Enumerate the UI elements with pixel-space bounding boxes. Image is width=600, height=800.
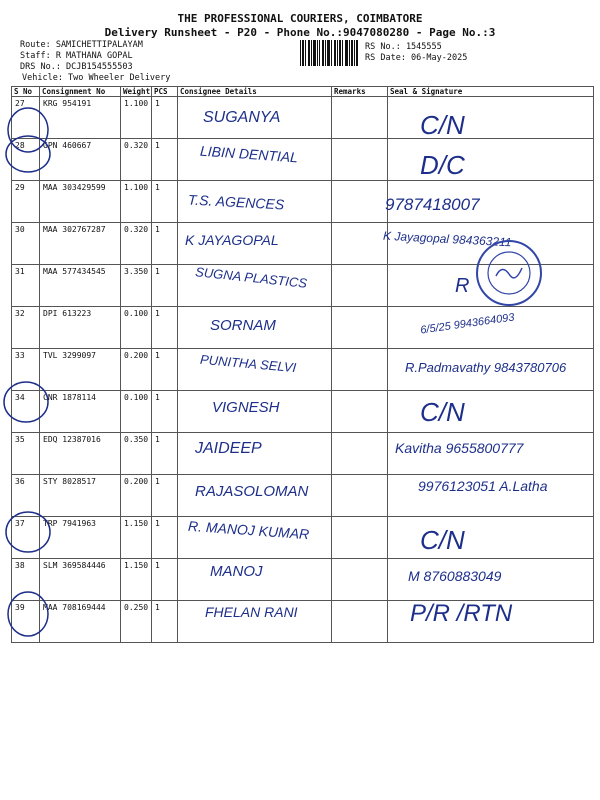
consignee-cell xyxy=(178,559,332,601)
signature-cell xyxy=(388,559,594,601)
runsheet-table xyxy=(11,86,594,643)
consignee-cell xyxy=(178,349,332,391)
runsheet-title: THE PROFESSIONAL COURIERS, COIMBATORE xyxy=(177,12,423,25)
handwritten-consignee: SUGANYA xyxy=(203,109,281,126)
signature-cell xyxy=(388,223,594,265)
pcs-cell: 1 xyxy=(152,475,178,517)
remarks-cell xyxy=(332,349,388,391)
consignment-cell: MAA 708169444 xyxy=(40,601,121,643)
signature-cell xyxy=(388,97,594,139)
remarks-cell xyxy=(332,265,388,307)
weight-cell: 0.250 xyxy=(121,601,152,643)
weight-cell: 1.100 xyxy=(121,97,152,139)
sno-cell: 30 xyxy=(12,223,40,265)
consignee-cell xyxy=(178,139,332,181)
remarks-cell xyxy=(332,391,388,433)
remarks-cell xyxy=(332,517,388,559)
consignment-cell: MAA 577434545 xyxy=(40,265,121,307)
handwritten-consignee: PUNITHA SELVI xyxy=(199,351,297,376)
remarks-cell xyxy=(332,307,388,349)
sno-cell: 32 xyxy=(12,307,40,349)
table-row xyxy=(12,475,594,517)
handwritten-signature: 6/5/25 9943664093 xyxy=(419,311,516,337)
handwritten-signature: C/N xyxy=(420,110,465,140)
rs-number: RS No.: 1545555 xyxy=(365,42,442,52)
consignee-cell xyxy=(178,97,332,139)
consignment-cell: MAA 303429599 xyxy=(40,181,121,223)
pcs-cell: 1 xyxy=(152,601,178,643)
pcs-cell: 1 xyxy=(152,265,178,307)
handwritten-consignee: R. MANOJ KUMAR xyxy=(187,517,310,543)
weight-cell: 0.200 xyxy=(121,475,152,517)
handwritten-signature: 9787418007 xyxy=(385,195,480,214)
handwritten-signature: D/C xyxy=(420,150,465,180)
weight-cell: 3.350 xyxy=(121,265,152,307)
consignee-cell xyxy=(178,223,332,265)
table-row xyxy=(12,265,594,307)
sno-cell: 37 xyxy=(12,517,40,559)
handwritten-consignee: JAIDEEP xyxy=(195,440,262,457)
table-row xyxy=(12,307,594,349)
weight-cell: 0.320 xyxy=(121,223,152,265)
table-row xyxy=(12,433,594,475)
signature-cell xyxy=(388,475,594,517)
signature-cell xyxy=(388,517,594,559)
consignment-cell: TRP 7941963 xyxy=(40,517,121,559)
remarks-cell xyxy=(332,181,388,223)
weight-cell: 0.100 xyxy=(121,307,152,349)
pcs-cell: 1 xyxy=(152,181,178,223)
col-sno-header: S No xyxy=(12,87,40,97)
handwritten-signature: 9976123051 A.Latha xyxy=(418,478,548,494)
handwritten-consignee: T.S. AGENCES xyxy=(187,191,285,213)
handwritten-signature: P/R /RTN xyxy=(410,600,513,627)
remarks-cell xyxy=(332,97,388,139)
pcs-cell: 1 xyxy=(152,223,178,265)
pcs-cell: 1 xyxy=(152,307,178,349)
table-row xyxy=(12,559,594,601)
weight-cell: 1.150 xyxy=(121,559,152,601)
handwritten-consignee: MANOJ xyxy=(210,563,263,580)
col-weight-header: Weight xyxy=(121,87,152,97)
weight-cell: 1.150 xyxy=(121,517,152,559)
consignment-cell: CNR 1878114 xyxy=(40,391,121,433)
pcs-cell: 1 xyxy=(152,559,178,601)
col-pcs-header: PCS xyxy=(152,87,178,97)
weight-cell: 0.320 xyxy=(121,139,152,181)
col-consignee-header: Consignee Details xyxy=(178,87,332,97)
pcs-cell: 1 xyxy=(152,517,178,559)
col-consignment-header: Consignment No xyxy=(40,87,121,97)
sno-cell: 33 xyxy=(12,349,40,391)
weight-cell: 1.100 xyxy=(121,181,152,223)
table-row xyxy=(12,349,594,391)
sno-cell: 35 xyxy=(12,433,40,475)
signature-cell xyxy=(388,307,594,349)
sno-cell: 27 xyxy=(12,97,40,139)
sno-cell: 29 xyxy=(12,181,40,223)
sno-cell: 36 xyxy=(12,475,40,517)
consignment-cell: SLM 369584446 xyxy=(40,559,121,601)
remarks-cell xyxy=(332,223,388,265)
signature-cell xyxy=(388,433,594,475)
signature-cell xyxy=(388,349,594,391)
staff-line: Staff: R MATHANA GOPAL xyxy=(20,51,133,61)
consignee-cell xyxy=(178,391,332,433)
consignment-cell: MAA 302767287 xyxy=(40,223,121,265)
signature-cell xyxy=(388,391,594,433)
remarks-cell xyxy=(332,559,388,601)
handwritten-consignee: FHELAN RANI xyxy=(205,604,298,620)
col-signature-header: Seal & Signature xyxy=(388,87,594,97)
handwritten-consignee: SUGNA PLASTICS xyxy=(194,264,308,291)
handwritten-consignee: K JAYAGOPAL xyxy=(185,232,279,248)
handwritten-signature: R.Padmavathy 9843780706 xyxy=(405,360,567,375)
pcs-cell: 1 xyxy=(152,433,178,475)
pcs-cell: 1 xyxy=(152,391,178,433)
consignment-cell: EDQ 12387016 xyxy=(40,433,121,475)
drs-line: DRS No.: DCJB154555503 xyxy=(20,62,133,72)
table-row xyxy=(12,517,594,559)
remarks-cell xyxy=(332,433,388,475)
handwritten-signature: C/N xyxy=(420,397,465,427)
pcs-cell: 1 xyxy=(152,349,178,391)
pcs-cell: 1 xyxy=(152,139,178,181)
handwritten-signature: Kavitha 9655800777 xyxy=(395,440,524,456)
col-remarks-header: Remarks xyxy=(332,87,388,97)
handwritten-consignee: RAJASOLOMAN xyxy=(195,483,309,500)
remarks-cell xyxy=(332,601,388,643)
table-row xyxy=(12,391,594,433)
handwritten-consignee: SORNAM xyxy=(210,317,276,334)
weight-cell: 0.200 xyxy=(121,349,152,391)
sno-cell: 28 xyxy=(12,139,40,181)
consignee-cell xyxy=(178,601,332,643)
weight-cell: 0.100 xyxy=(121,391,152,433)
consignment-cell: DPI 613223 xyxy=(40,307,121,349)
runsheet-subtitle: Delivery Runsheet - P20 - Phone No.:9047080280 - Page No.:3 xyxy=(104,26,496,39)
table-row xyxy=(12,181,594,223)
signature-cell xyxy=(388,601,594,643)
consignee-cell xyxy=(178,265,332,307)
table-row xyxy=(12,139,594,181)
consignee-cell xyxy=(178,181,332,223)
table-row xyxy=(12,97,594,139)
table-row xyxy=(12,601,594,643)
consignment-cell: TVL 3299097 xyxy=(40,349,121,391)
handwritten-signature: R xyxy=(455,275,470,297)
table-row xyxy=(12,223,594,265)
sno-cell: 34 xyxy=(12,391,40,433)
signature-cell xyxy=(388,181,594,223)
barcode-image xyxy=(300,40,358,66)
sno-cell: 39 xyxy=(12,601,40,643)
handwritten-signature: M 8760883049 xyxy=(408,568,502,584)
remarks-cell xyxy=(332,139,388,181)
remarks-cell xyxy=(332,475,388,517)
signature-cell xyxy=(388,139,594,181)
consignee-cell xyxy=(178,307,332,349)
handwritten-consignee: VIGNESH xyxy=(212,399,280,416)
consignment-cell: KRG 954191 xyxy=(40,97,121,139)
pcs-cell: 1 xyxy=(152,97,178,139)
rs-date: RS Date: 06-May-2025 xyxy=(365,53,468,63)
sno-cell: 31 xyxy=(12,265,40,307)
signature-cell xyxy=(388,265,594,307)
consignee-cell xyxy=(178,517,332,559)
handwritten-signature: C/N xyxy=(420,525,465,555)
table-header-row xyxy=(12,87,594,97)
consignment-cell: GPN 460667 xyxy=(40,139,121,181)
sno-cell: 38 xyxy=(12,559,40,601)
consignee-cell xyxy=(178,475,332,517)
consignment-cell: STY 8028517 xyxy=(40,475,121,517)
consignee-cell xyxy=(178,433,332,475)
weight-cell: 0.350 xyxy=(121,433,152,475)
handwritten-signature: K Jayagopal 984363211 xyxy=(382,228,512,250)
handwritten-consignee: LIBIN DENTIAL xyxy=(199,142,299,166)
vehicle-line: Vehicle: Two Wheeler Delivery xyxy=(22,73,171,83)
route-line: Route: SAMICHETTIPALAYAM xyxy=(20,40,143,50)
